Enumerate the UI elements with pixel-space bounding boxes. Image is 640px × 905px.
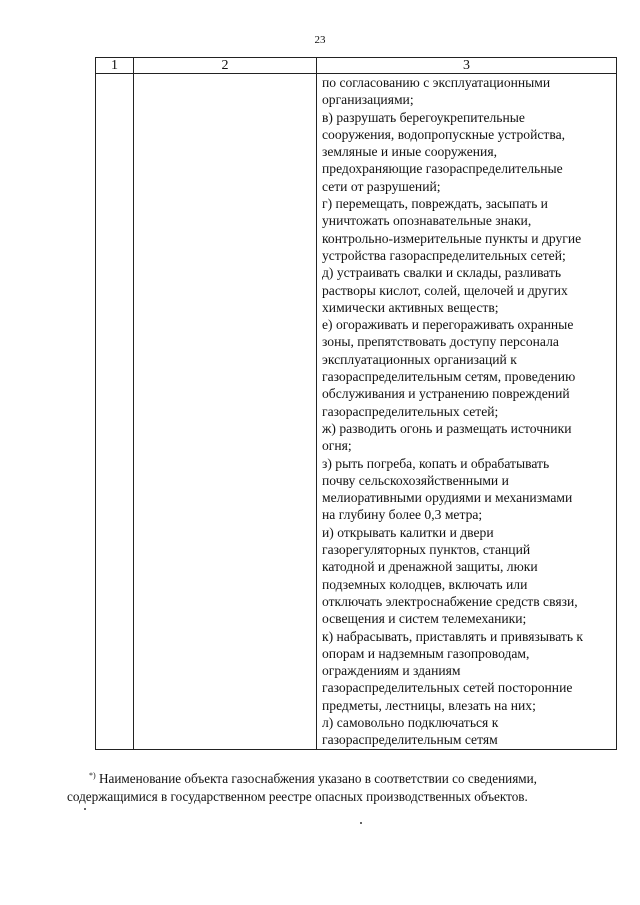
scan-speck [84, 808, 86, 810]
text-line: отключать электроснабжение средств связи, [322, 593, 578, 609]
text-line: и) открывать калитки и двери [322, 524, 494, 540]
footnote-text-1: Наименование объекта газоснабжения указано в соответствии со сведениями, [98, 771, 537, 786]
scan-speck [360, 822, 362, 824]
table-row [96, 74, 617, 750]
text-line: газораспределительных сетей посторонние [322, 680, 573, 696]
text-line: сооружения, водопропускные устройства, [322, 126, 566, 142]
text-line: газораспределительным сетям [322, 732, 498, 748]
text-line: газораспределительным сетям, проведению [322, 369, 576, 385]
text-line: катодной и дренажной защиты, люки [322, 559, 538, 575]
text-line: предметы, лестницы, влезать на них; [322, 697, 536, 713]
text-line: г) перемещать, повреждать, засыпать и [322, 196, 548, 212]
text-line: на глубину более 0,3 метра; [322, 507, 483, 523]
text-line: д) устраивать свалки и склады, разливать [322, 265, 562, 281]
text-line: з) рыть погреба, копать и обрабатывать [322, 455, 550, 471]
text-line: к) набрасывать, приставлять и привязывать к [322, 628, 584, 644]
text-line: предохраняющие газораспределительные [322, 161, 563, 177]
text-line: мелиоративными орудиями и механизмами [322, 490, 573, 506]
table-cell-col3 [317, 74, 617, 750]
text-line: химически активных веществ; [322, 299, 499, 315]
footnote-line-1 [67, 770, 623, 788]
column-header-1: 1 [96, 58, 134, 74]
document-table [95, 57, 617, 750]
column-header-3: 3 [317, 58, 617, 74]
table-cell-col2 [134, 74, 317, 750]
text-line: организациями; [322, 92, 414, 108]
table-header-row [96, 58, 617, 74]
text-line: газорегуляторных пунктов, станций [322, 542, 531, 558]
text-line: по согласованию с эксплуатационными [322, 75, 551, 90]
page-number: 23 [314, 34, 326, 46]
text-line: зоны, препятствовать доступу персонала [322, 334, 559, 350]
text-line: в) разрушать берегоукрепительные [322, 109, 525, 125]
text-line: огня; [322, 438, 352, 454]
text-line: контрольно-измерительные пункты и другие [322, 230, 582, 246]
text-line: ограждениям и зданиям [322, 663, 461, 679]
text-line: почву сельскохозяйственными и [322, 472, 509, 488]
text-line: сети от разрушений; [322, 178, 441, 194]
text-line: растворы кислот, солей, щелочей и других [322, 282, 568, 298]
text-line: опорам и надземным газопроводам, [322, 645, 530, 661]
text-line: ж) разводить огонь и размещать источники [322, 420, 572, 436]
text-line: е) огораживать и перегораживать охранные [322, 317, 574, 333]
text-line: газораспределительных сетей; [322, 403, 499, 419]
text-line: земляные и иные сооружения, [322, 144, 497, 160]
text-line: обслуживания и устранению повреждений [322, 386, 570, 402]
footnote-line-2: содержащимися в государственном реестре опасных производственных объектов. [67, 789, 528, 804]
footnote [67, 770, 623, 806]
text-line: устройства газораспределительных сетей; [322, 247, 566, 263]
text-line: подземных колодцев, включать или [322, 576, 528, 592]
footnote-marker: *) [89, 771, 96, 780]
table-cell-col1 [96, 74, 134, 750]
text-line: л) самовольно подключаться к [322, 714, 499, 730]
prohibitions-text [317, 74, 616, 749]
text-line: уничтожать опознавательные знаки, [322, 213, 532, 229]
column-header-2: 2 [134, 58, 317, 74]
text-line: эксплуатационных организаций к [322, 351, 517, 367]
text-line: освещения и систем телемеханики; [322, 611, 527, 627]
